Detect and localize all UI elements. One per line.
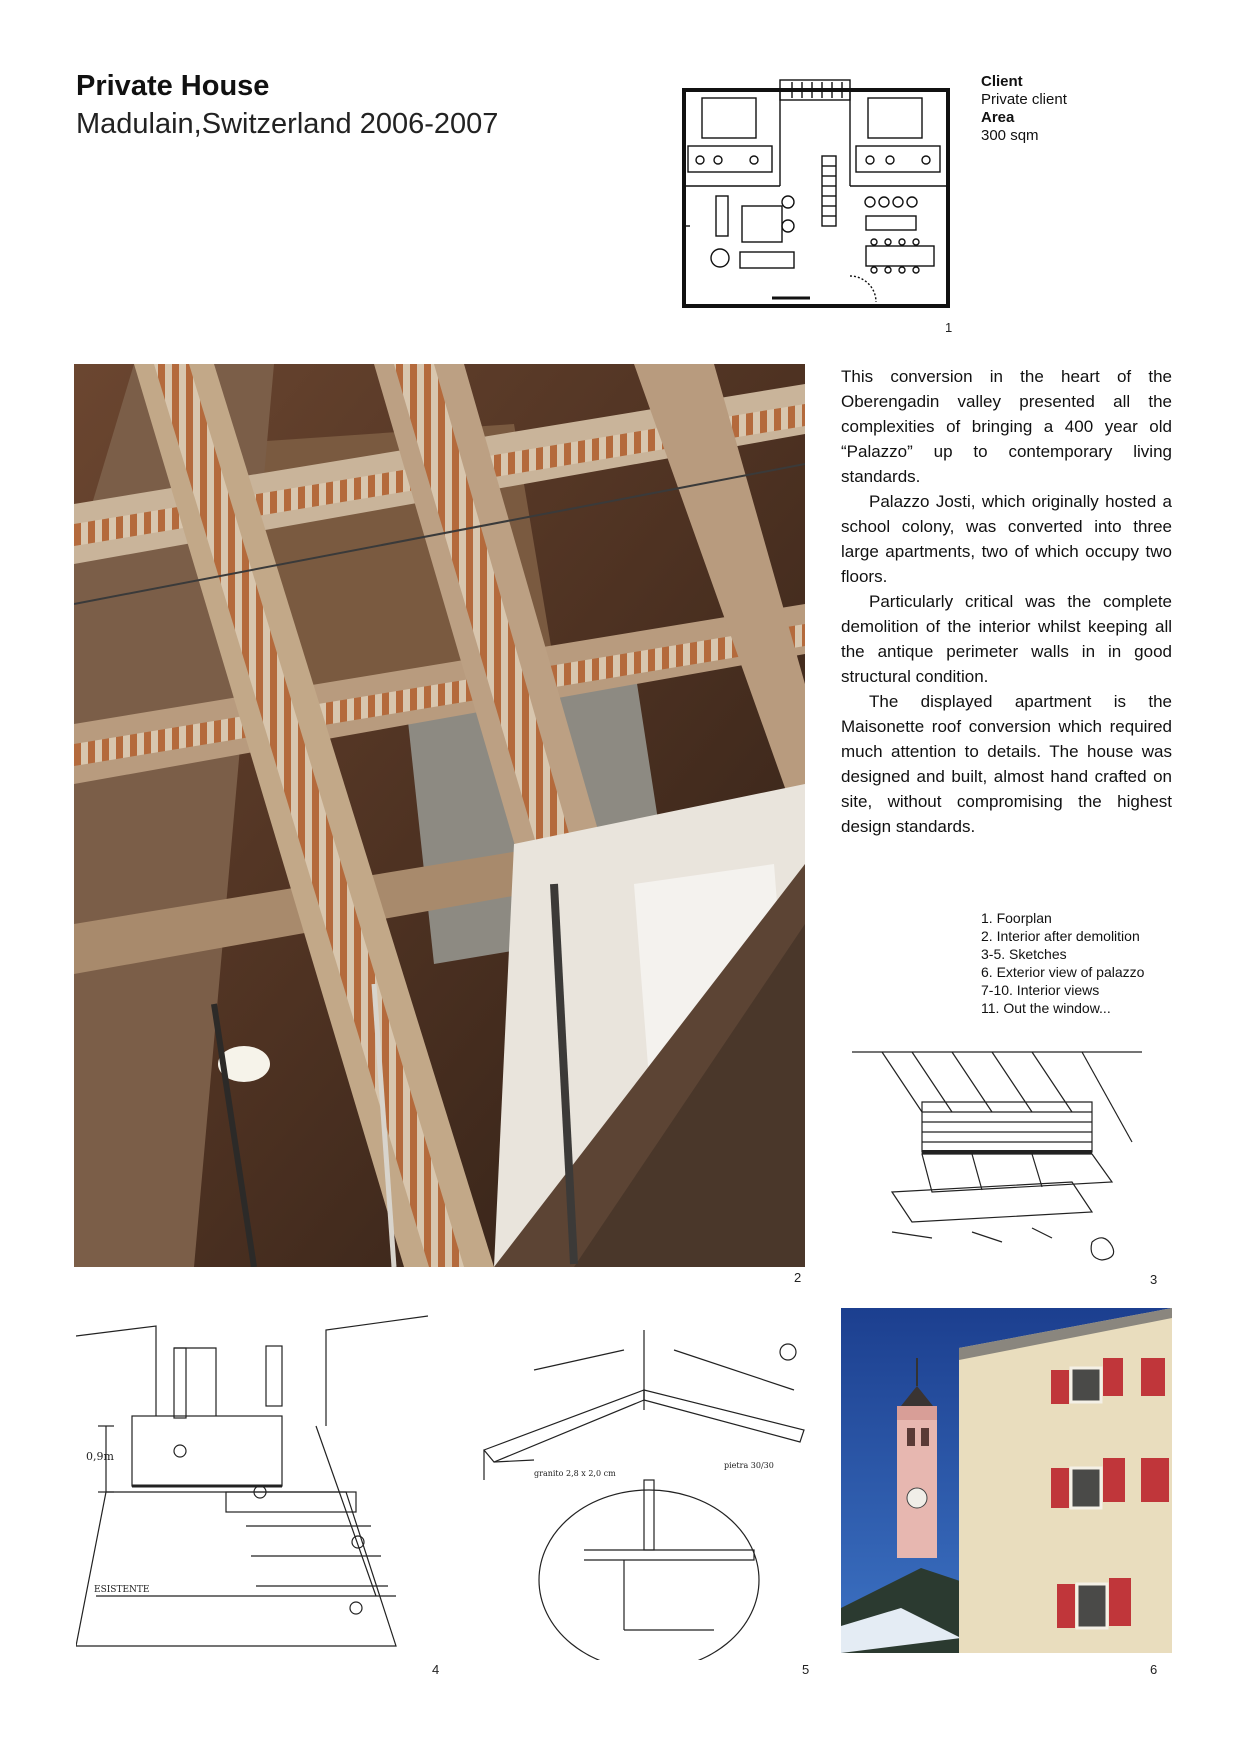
caption-item: 6. Exterior view of palazzo — [981, 964, 1145, 980]
client-label: Client — [981, 73, 1023, 90]
caption-item: 2. Interior after demolition — [981, 928, 1140, 944]
description-paragraph-1: This conversion in the heart of the Oberengadin valley presented all the complexities of bringing a 400 year old “Palazzo” up to contemporary living standards. — [841, 367, 1172, 486]
sketch-3 — [852, 1042, 1142, 1282]
sketch-5-drawing — [474, 1330, 814, 1660]
sketch-5-note-2: pietra 30/30 — [724, 1461, 774, 1470]
area-value: 300 sqm — [981, 127, 1039, 144]
sketch-4-floor-label: ESISTENTE — [94, 1585, 150, 1595]
sketch-4-dim-label: 0,9m — [86, 1450, 114, 1463]
caption-item: 7-10. Interior views — [981, 982, 1100, 998]
floorplan-drawing — [680, 76, 954, 312]
sketch-4 — [76, 1296, 428, 1654]
figure-number-6: 6 — [1150, 1662, 1158, 1677]
description-paragraph-2: Palazzo Josti, which originally hosted a school colony, was converted into three large apartments, two of which occupy two floors. — [841, 492, 1172, 586]
floorplan-figure — [680, 76, 954, 312]
project-description — [841, 364, 1172, 839]
page-subtitle: Madulain,Switzerland 2006-2007 — [76, 108, 499, 140]
figure-number-5: 5 — [802, 1662, 810, 1677]
interior-photo-illustration — [74, 364, 805, 1267]
caption-item: 11. Out the window... — [981, 1000, 1111, 1016]
sketch-4-drawing — [76, 1296, 428, 1654]
exterior-photo — [841, 1308, 1172, 1653]
interior-photo — [74, 364, 805, 1267]
exterior-photo-illustration — [841, 1308, 1172, 1653]
figure-number-2: 2 — [794, 1270, 802, 1285]
area-label: Area — [981, 109, 1015, 126]
sketch-5 — [474, 1330, 814, 1660]
sketch-3-drawing — [852, 1042, 1142, 1282]
client-value: Private client — [981, 91, 1067, 108]
caption-item: 3-5. Sketches — [981, 946, 1067, 962]
figure-number-1: 1 — [945, 320, 953, 335]
figure-captions — [981, 909, 1144, 1017]
figure-number-3: 3 — [1150, 1272, 1158, 1287]
sketch-5-note-1: granito 2,8 x 2,0 cm — [534, 1469, 616, 1478]
project-meta — [981, 73, 1067, 145]
caption-item: 1. Foorplan — [981, 910, 1052, 926]
description-paragraph-4: The displayed apartment is the Maisonette roof conversion which required much attention to details. The house was designed and built, almost hand crafted on site, without compromising the highest design standards. — [841, 692, 1172, 836]
description-paragraph-3: Particularly critical was the complete demolition of the interior whilst keeping all the antique perimeter walls in in good structural condition. — [841, 592, 1172, 686]
figure-number-4: 4 — [432, 1662, 440, 1677]
page-title: Private House — [76, 70, 270, 102]
